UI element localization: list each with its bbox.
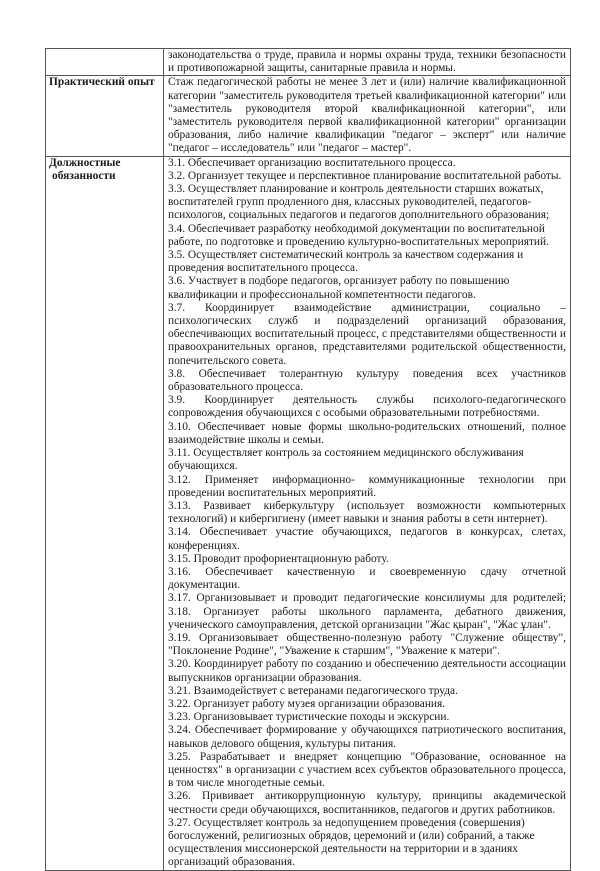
- duty-paragraph: 3.15. Проводит профориентационную работу.: [168, 552, 389, 565]
- row-content-cell: [164, 76, 571, 156]
- duty-paragraph: 3.22. Организует работу музея организации образования.: [168, 697, 446, 710]
- duty-paragraph: 3.19. Организовывает общественно-полезную работу "Служение обществу", "Поклонение Родине", "Уважение к старшим", "Уважение к матери".: [168, 631, 566, 658]
- duty-paragraph: 3.21. Взаимодействует с ветеранами педагогического труда.: [168, 684, 458, 697]
- row-label-line: обязанности: [52, 169, 116, 182]
- table-row: [46, 49, 571, 76]
- duty-paragraph: 3.14. Обеспечивает участие обучающихся, педагогов в конкурсах, слетах, конференциях.: [168, 526, 566, 552]
- row-label-cell: [46, 156, 164, 870]
- duty-paragraph: 3.20. Координирует работу по созданию и обеспечению деятельности ассоциации выпускников организации образования.: [168, 658, 566, 684]
- duty-paragraph: законодательства о труде, правила и нормы охраны труда, техники безопасности и противопожарной защиты, санитарные правила и нормы.: [168, 49, 566, 75]
- duty-paragraph: 3.25. Разрабатывает и внедряет концепцию "Образование, основанное на ценностях" в организации с участием всех субъектов образовательного процесса, в том числе многодетные семьи.: [168, 750, 566, 790]
- duty-paragraph: 3.8. Обеспечивает толерантную культуру поведения всех участников образовательного процесса.: [168, 367, 566, 394]
- row-label-line: Практический опыт: [49, 76, 155, 89]
- duty-paragraph: 3.10. Обеспечивает новые формы школьно-родительских отношений, полное взаимодействие школы и семьи.: [168, 420, 566, 446]
- duty-paragraph: 3.27. Осуществляет контроль за недопущением проведения (совершения) богослужений, религиозных обрядов, церемоний и (или) собраний, а также осуществления миссионерской деятельности на территории и в зданиях организаций образования.: [168, 816, 535, 869]
- duty-paragraph: Стаж педагогической работы не менее 3 лет и (или) наличие квалификационной категории "заместитель руководителя третьей квалификационной категории" или "заместитель руководителя второй квалификационной категории", или "заместитель руководителя первой квалификационной категории" организации образования, либо наличие квалификации "педагог – эксперт" или наличие "педагог – исследователь" или "педагог – мастер".: [168, 76, 566, 155]
- table-row: [46, 156, 571, 870]
- duty-paragraph: 3.2. Организует текущее и перспективное планирование воспитательной работы.: [168, 169, 562, 182]
- duty-paragraph: 3.12. Применяет информационно- коммуникационные технологии при проведении воспитательных мероприятий.: [168, 473, 566, 499]
- row-label-line: Должностные: [49, 156, 121, 169]
- duty-paragraph: 3.3. Осуществляет планирование и контроль деятельности старших вожатых, воспитателей групп продленного дня, классных руководителей, педагогов-психологов, социальных педагогов и педагогов дополнительного образования;: [168, 183, 550, 222]
- duty-paragraph: 3.6. Участвует в подборе педагогов, организует работу по повышению квалификации и профессиональной компетентности педагогов.: [168, 275, 510, 301]
- duty-paragraph: 3.1. Обеспечивает организацию воспитательного процесса.: [168, 156, 456, 169]
- job-description-table: [45, 48, 571, 871]
- duty-paragraph: 3.17. Организовывает и проводит педагогические консилиумы для родителей; 3.18. Организует работы школьного парламента, дебатного движения, ученического самоуправления, детской организации "Жас қыран", "Жас ұлан".: [168, 592, 566, 631]
- table-row: [46, 76, 571, 156]
- duty-paragraph: 3.16. Обеспечивает качественную и своевременную сдачу отчетной документации.: [168, 565, 566, 592]
- row-label-cell: [46, 76, 164, 156]
- duty-paragraph: 3.7. Координирует взаимодействие администрации, социально – психологических служб и подразделений организаций образования, обеспечивающих воспитательный процесс, с представителями общественности и правоохранительных органов, представителями родительской общественности, попечительского совета.: [168, 301, 566, 367]
- duty-paragraph: 3.24. Обеспечивает формирование у обучающихся патриотического воспитания, навыков делового общения, культуры питания.: [168, 724, 566, 750]
- table-body: [46, 49, 571, 871]
- duty-paragraph: 3.9. Координирует деятельность службы психолого-педагогического сопровождения обучающихся с особыми образовательными потребностями.: [168, 394, 566, 420]
- duty-paragraph: 3.4. Обеспечивает разработку необходимой документации по воспитательной работе, по подготовке и проведению культурно-воспитательных мероприятий. 3.5. Осуществляет систематический контроль за качеством содержания и проведения воспитательного процесса.: [168, 222, 549, 275]
- row-label-cell: [46, 49, 164, 76]
- row-content-cell: [164, 49, 571, 76]
- row-content-cell: [164, 156, 571, 870]
- duty-paragraph: 3.23. Организовывает туристические походы и экскурсии.: [168, 711, 450, 724]
- duty-paragraph: 3.11. Осуществляет контроль за состоянием медицинского обслуживания обучающихся.: [168, 447, 524, 473]
- duty-paragraph: 3.26. Прививает антикоррупционную культуру, принципы академической честности среди обучающихся, воспитанников, педагогов и других работников.: [168, 790, 566, 816]
- duty-paragraph: 3.13. Развивает киберкультуру (использует возможности компьютерных технологий) и кибергигиену (имеет навыки и знания работы в сети интернет).: [168, 499, 566, 526]
